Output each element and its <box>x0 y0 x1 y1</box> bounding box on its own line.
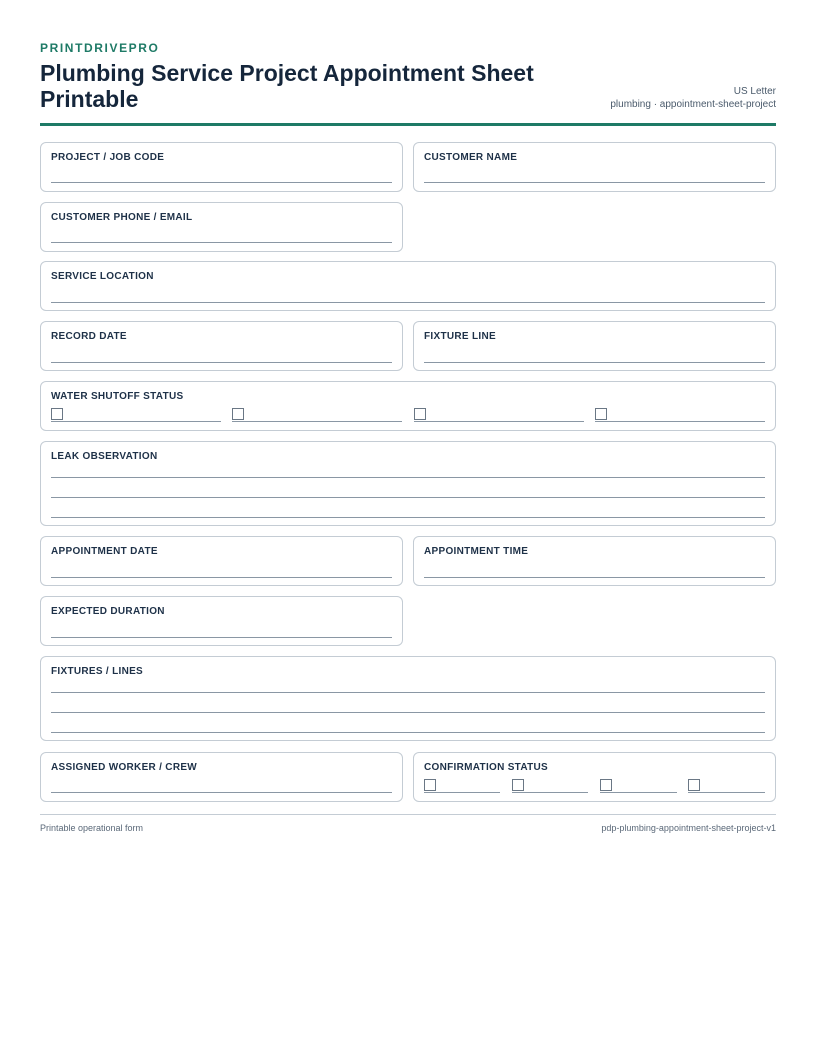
write-line[interactable] <box>51 637 392 638</box>
write-line[interactable] <box>51 517 765 518</box>
project-job-code-field[interactable] <box>40 142 403 192</box>
paper-size: US Letter <box>733 86 776 97</box>
field-label: APPOINTMENT DATE <box>51 546 158 557</box>
field-label: EXPECTED DURATION <box>51 606 165 617</box>
checkbox[interactable] <box>512 779 524 791</box>
checkbox[interactable] <box>232 408 244 420</box>
confirmation-option-2[interactable] <box>512 779 588 793</box>
checkbox[interactable] <box>414 408 426 420</box>
field-label: FIXTURES / LINES <box>51 666 144 677</box>
water-shutoff-status-field <box>40 381 776 431</box>
write-line[interactable] <box>51 692 765 693</box>
brand-name: PRINTDRIVEPRO <box>40 41 160 55</box>
field-label: FIXTURE LINE <box>424 331 496 342</box>
checkbox[interactable] <box>51 408 63 420</box>
write-line[interactable] <box>51 182 392 183</box>
footer-note: Printable operational form <box>40 823 144 833</box>
customer-name-field[interactable] <box>413 142 776 192</box>
write-line[interactable] <box>424 362 765 363</box>
field-label: LEAK OBSERVATION <box>51 451 158 462</box>
confirmation-option-3[interactable] <box>600 779 677 793</box>
field-label: ASSIGNED WORKER / CREW <box>51 762 198 773</box>
write-line[interactable] <box>424 182 765 183</box>
shutoff-option-2[interactable] <box>232 408 402 422</box>
checkbox[interactable] <box>688 779 700 791</box>
checkbox[interactable] <box>424 779 436 791</box>
write-line[interactable] <box>51 732 765 733</box>
field-label: SERVICE LOCATION <box>51 271 154 282</box>
field-label: APPOINTMENT TIME <box>424 546 529 557</box>
field-label: WATER SHUTOFF STATUS <box>51 391 184 402</box>
write-line[interactable] <box>51 477 765 478</box>
page-meta <box>610 85 776 111</box>
appointment-date-field[interactable] <box>40 536 403 586</box>
appointment-time-field[interactable] <box>413 536 776 586</box>
confirmation-status-field <box>413 752 776 802</box>
write-line[interactable] <box>424 577 765 578</box>
record-date-field[interactable] <box>40 321 403 371</box>
write-line[interactable] <box>51 712 765 713</box>
assigned-worker-crew-field[interactable] <box>40 752 403 802</box>
confirmation-option-1[interactable] <box>424 779 500 793</box>
write-line[interactable] <box>51 362 392 363</box>
form-id: pdp-plumbing-appointment-sheet-project-v1 <box>601 823 776 833</box>
confirmation-option-4[interactable] <box>688 779 765 793</box>
write-line[interactable] <box>51 577 392 578</box>
field-label: CONFIRMATION STATUS <box>424 762 549 773</box>
service-location-field[interactable] <box>40 261 776 311</box>
fixture-line-field[interactable] <box>413 321 776 371</box>
shutoff-option-1[interactable] <box>51 408 221 422</box>
field-label: PROJECT / JOB CODE <box>51 152 165 163</box>
form-header <box>40 40 776 126</box>
form-footer <box>40 814 776 834</box>
checkbox[interactable] <box>595 408 607 420</box>
leak-observation-field[interactable] <box>40 441 776 526</box>
page-title: Plumbing Service Project Appointment Sheet Printable <box>40 60 534 112</box>
customer-phone-email-field[interactable] <box>40 202 403 252</box>
write-line[interactable] <box>51 497 765 498</box>
fixtures-lines-field[interactable] <box>40 656 776 741</box>
write-line[interactable] <box>51 242 392 243</box>
form-page <box>40 40 776 833</box>
write-line[interactable] <box>51 792 392 793</box>
write-line[interactable] <box>51 302 765 303</box>
checkbox[interactable] <box>600 779 612 791</box>
shutoff-option-3[interactable] <box>414 408 584 422</box>
field-label: RECORD DATE <box>51 331 127 342</box>
field-label: CUSTOMER NAME <box>424 152 518 163</box>
field-label: CUSTOMER PHONE / EMAIL <box>51 212 193 223</box>
expected-duration-field[interactable] <box>40 596 403 646</box>
form-category: plumbing · appointment-sheet-project <box>610 99 776 110</box>
shutoff-option-4[interactable] <box>595 408 765 422</box>
